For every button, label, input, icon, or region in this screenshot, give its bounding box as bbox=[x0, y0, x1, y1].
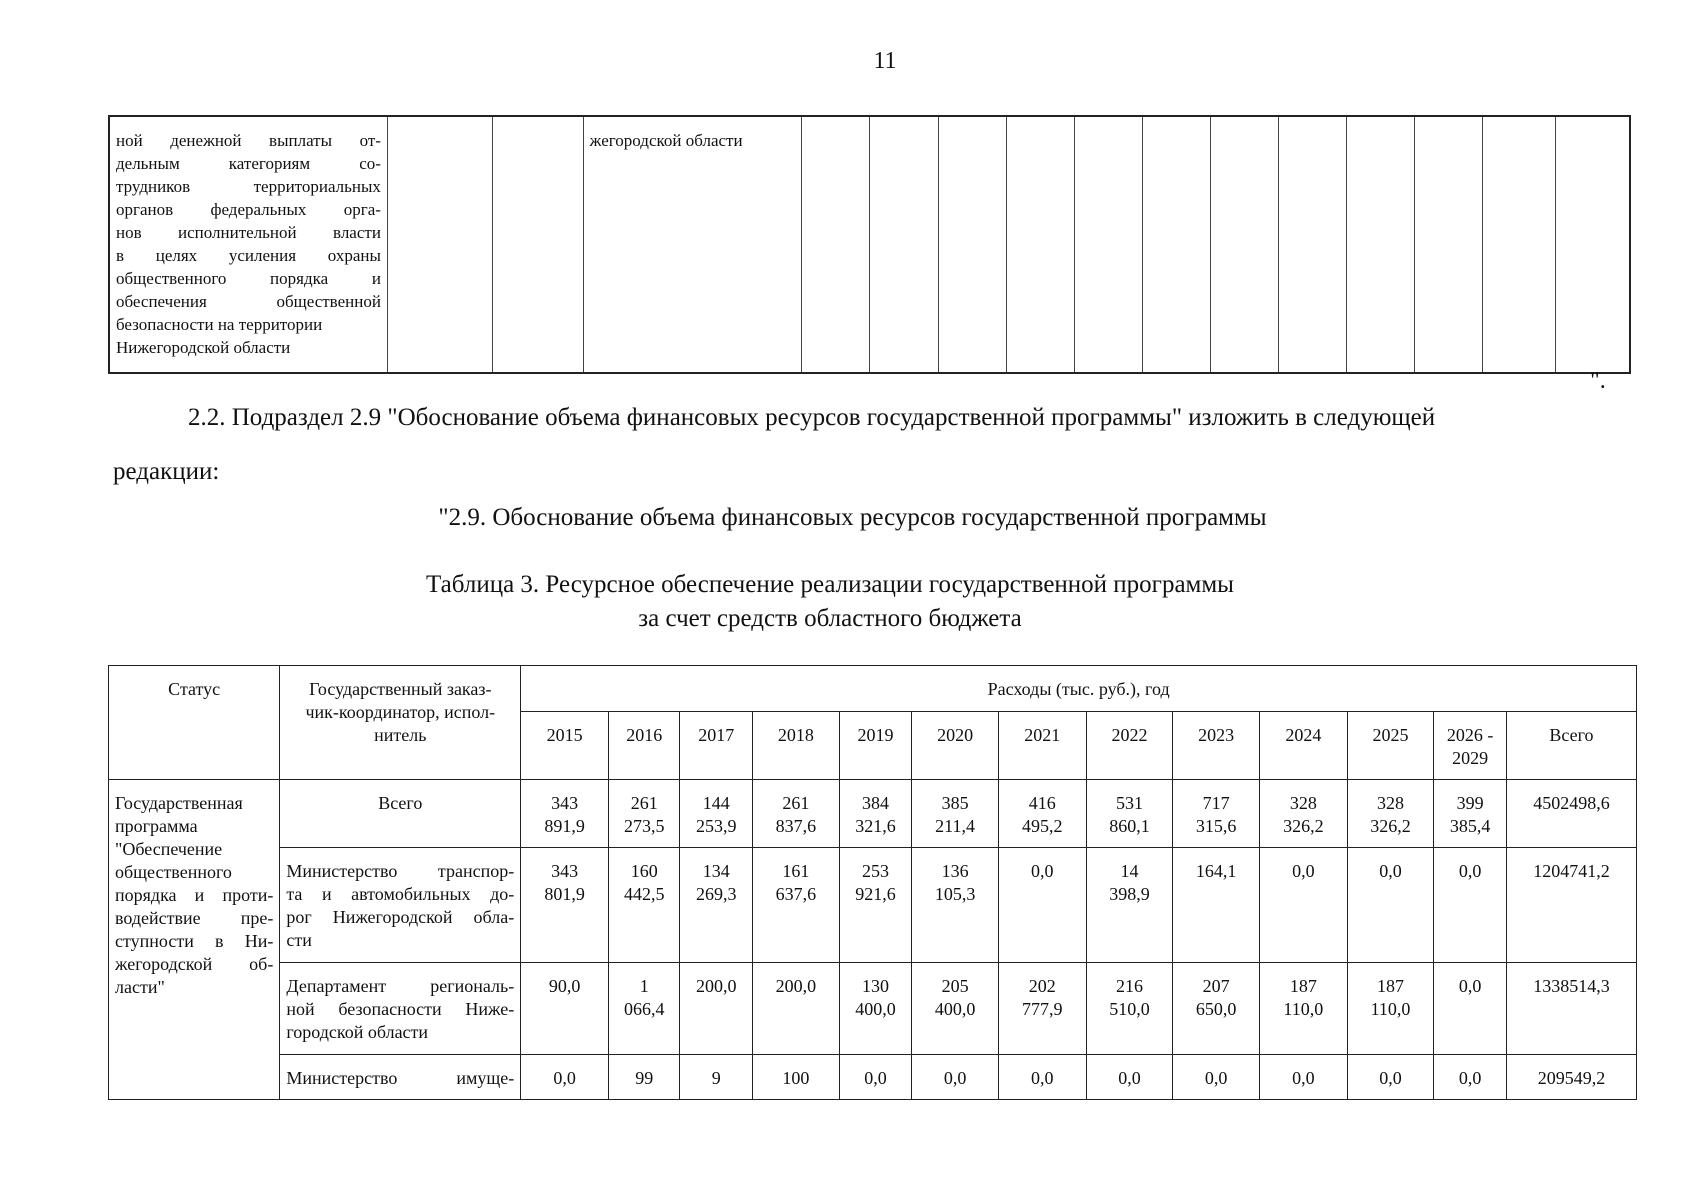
value-cell: 144 253,9 bbox=[680, 780, 753, 848]
header-year: 2017 bbox=[680, 712, 753, 780]
value-cell: 0,0 bbox=[1434, 848, 1507, 963]
header-year: Всего bbox=[1506, 712, 1636, 780]
value-cell: 531 860,1 bbox=[1086, 780, 1173, 848]
header-customer bbox=[280, 666, 521, 780]
table-row bbox=[109, 963, 1637, 1055]
value-cell: 0,0 bbox=[1347, 848, 1434, 963]
empty-cell bbox=[1074, 116, 1142, 373]
empty-cell bbox=[1278, 116, 1346, 373]
header-year: 2021 bbox=[998, 712, 1086, 780]
empty-cell bbox=[802, 116, 870, 373]
value-cell: 187 110,0 bbox=[1347, 963, 1434, 1055]
closing-quote: ". bbox=[1590, 368, 1606, 394]
continuation-description-line: общественного порядка и bbox=[116, 269, 381, 288]
value-cell: 216 510,0 bbox=[1086, 963, 1173, 1055]
value-cell: 399 385,4 bbox=[1434, 780, 1507, 848]
value-cell: 0,0 bbox=[1434, 963, 1507, 1055]
executor-cell: Всего bbox=[280, 780, 521, 848]
continuation-table bbox=[108, 115, 1631, 374]
table-row bbox=[109, 780, 1637, 848]
value-cell: 90,0 bbox=[521, 963, 609, 1055]
value-cell: 187 110,0 bbox=[1259, 963, 1347, 1055]
value-cell: 160 442,5 bbox=[608, 848, 680, 963]
value-cell: 0,0 bbox=[521, 1055, 609, 1100]
resource-table bbox=[108, 665, 1637, 1100]
table-title bbox=[0, 568, 1660, 636]
subsection-heading bbox=[0, 504, 1697, 532]
value-cell: 100 bbox=[753, 1055, 840, 1100]
continuation-description-line: органов федеральных орга- bbox=[116, 200, 381, 219]
empty-cell bbox=[1210, 116, 1278, 373]
empty-cell bbox=[870, 116, 938, 373]
empty-cell bbox=[387, 116, 492, 373]
empty-cell bbox=[938, 116, 1006, 373]
value-cell: 200,0 bbox=[753, 963, 840, 1055]
value-cell: 136 105,3 bbox=[912, 848, 999, 963]
value-cell: 4502498,6 bbox=[1506, 780, 1636, 848]
value-cell: 1204741,2 bbox=[1506, 848, 1636, 963]
page-number: 11 bbox=[873, 48, 897, 74]
empty-cell bbox=[1482, 116, 1555, 373]
value-cell: 328 326,2 bbox=[1259, 780, 1347, 848]
header-customer-line: Государственный заказ- bbox=[309, 679, 492, 699]
value-cell: 134 269,3 bbox=[680, 848, 753, 963]
header-status: Статус bbox=[109, 666, 280, 780]
value-cell: 0,0 bbox=[1173, 1055, 1260, 1100]
executor-cell: Департамент региональ- ной безопасности Ниже- городской области bbox=[280, 963, 521, 1055]
value-cell: 0,0 bbox=[839, 1055, 912, 1100]
continuation-description-line: трудников территориальных bbox=[116, 177, 381, 196]
continuation-description-cell bbox=[109, 116, 387, 373]
status-cell: Государственная программа "Обеспечение общественного порядка и проти- водействие пре- ступности в Ни- жегородской об- ласти" bbox=[109, 780, 280, 1100]
value-cell: 0,0 bbox=[998, 848, 1086, 963]
header-year: 2016 bbox=[608, 712, 680, 780]
value-cell: 161 637,6 bbox=[753, 848, 840, 963]
value-cell: 385 211,4 bbox=[912, 780, 999, 848]
value-cell: 416 495,2 bbox=[998, 780, 1086, 848]
value-cell: 261 837,6 bbox=[753, 780, 840, 848]
empty-cell bbox=[1556, 116, 1630, 373]
subsection-heading-text: "2.9. Обоснование объема финансовых ресурсов государственной программы bbox=[438, 504, 1267, 531]
continuation-executor: жегородской области bbox=[589, 131, 743, 150]
header-customer-line: нитель bbox=[374, 725, 427, 745]
value-cell: 207 650,0 bbox=[1173, 963, 1260, 1055]
continuation-description-line: безопасности на территории bbox=[116, 315, 323, 334]
value-cell: 1 066,4 bbox=[608, 963, 680, 1055]
header-year: 2018 bbox=[753, 712, 840, 780]
header-year: 2024 bbox=[1259, 712, 1347, 780]
empty-cell bbox=[1142, 116, 1210, 373]
value-cell: 0,0 bbox=[1259, 848, 1347, 963]
value-cell: 164,1 bbox=[1173, 848, 1260, 963]
value-cell: 0,0 bbox=[998, 1055, 1086, 1100]
continuation-description-line: Нижегородской области bbox=[116, 338, 291, 357]
executor-cell: Министерство транспор- та и автомобильных до- рог Нижегородской обла- сти bbox=[280, 848, 521, 963]
empty-cell bbox=[1006, 116, 1074, 373]
value-cell: 717 315,6 bbox=[1173, 780, 1260, 848]
executor-cell: Министерство имуще- bbox=[280, 1055, 521, 1100]
value-cell: 0,0 bbox=[1086, 1055, 1173, 1100]
table-row bbox=[109, 848, 1637, 963]
table-title-line-1: Таблица 3. Ресурсное обеспечение реализации государственной программы bbox=[426, 571, 1234, 598]
value-cell: 202 777,9 bbox=[998, 963, 1086, 1055]
paragraph-line-1: 2.2. Подраздел 2.9 "Обоснование объема финансовых ресурсов государственной программы" изложить в следующей bbox=[188, 404, 1436, 431]
empty-cell bbox=[1346, 116, 1414, 373]
value-cell: 328 326,2 bbox=[1347, 780, 1434, 848]
value-cell: 0,0 bbox=[1347, 1055, 1434, 1100]
header-year: 2020 bbox=[912, 712, 999, 780]
header-expenses: Расходы (тыс. руб.), год bbox=[521, 666, 1637, 712]
empty-cell bbox=[492, 116, 583, 373]
value-cell: 384 321,6 bbox=[839, 780, 912, 848]
value-cell: 200,0 bbox=[680, 963, 753, 1055]
value-cell: 14 398,9 bbox=[1086, 848, 1173, 963]
table-title-line-2: за счет средств областного бюджета bbox=[638, 605, 1022, 632]
value-cell: 253 921,6 bbox=[839, 848, 912, 963]
continuation-description-line: дельным категориям со- bbox=[116, 154, 381, 173]
continuation-description-line: нов исполнительной власти bbox=[116, 223, 381, 242]
value-cell: 343 801,9 bbox=[521, 848, 609, 963]
header-year: 2025 bbox=[1347, 712, 1434, 780]
paragraph-line-2: редакции: bbox=[113, 458, 220, 485]
continuation-description-line: в целях усиления охраны bbox=[116, 246, 381, 265]
header-year: 2022 bbox=[1086, 712, 1173, 780]
value-cell: 0,0 bbox=[1434, 1055, 1507, 1100]
continuation-executor-cell bbox=[583, 116, 802, 373]
value-cell: 261 273,5 bbox=[608, 780, 680, 848]
header-customer-line: чик-координатор, испол- bbox=[305, 702, 496, 722]
continuation-description bbox=[110, 117, 387, 359]
header-year: 2026 - 2029 bbox=[1434, 712, 1507, 780]
empty-cell bbox=[1414, 116, 1482, 373]
value-cell: 99 bbox=[608, 1055, 680, 1100]
header-year: 2023 bbox=[1173, 712, 1260, 780]
value-cell: 9 bbox=[680, 1055, 753, 1100]
table-row bbox=[109, 1055, 1637, 1100]
header-year: 2019 bbox=[839, 712, 912, 780]
value-cell: 209549,2 bbox=[1506, 1055, 1636, 1100]
value-cell: 0,0 bbox=[912, 1055, 999, 1100]
value-cell: 130 400,0 bbox=[839, 963, 912, 1055]
value-cell: 205 400,0 bbox=[912, 963, 999, 1055]
resource-table-body bbox=[109, 780, 1637, 1100]
header-year: 2015 bbox=[521, 712, 609, 780]
continuation-description-line: обеспечения общественной bbox=[116, 292, 381, 311]
value-cell: 0,0 bbox=[1259, 1055, 1347, 1100]
continuation-description-line: ной денежной выплаты от- bbox=[116, 131, 381, 150]
value-cell: 343 891,9 bbox=[521, 780, 609, 848]
value-cell: 1338514,3 bbox=[1506, 963, 1636, 1055]
